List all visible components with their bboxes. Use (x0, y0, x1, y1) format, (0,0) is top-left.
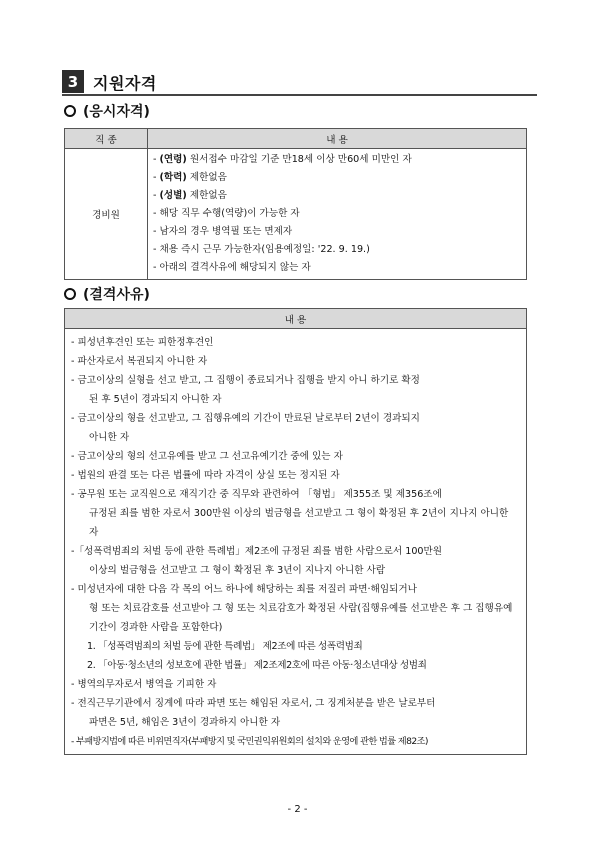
disqualification-list-cell (65, 329, 527, 755)
list-item (71, 675, 520, 694)
list-item-first-line: -「성폭력범죄의 처벌 등에 관한 특례법」제2조에 규정된 죄를 범한 사람으로서 100만원 (71, 546, 443, 557)
list-item-first-line: - 미성년자에 대한 다음 각 목의 어느 하나에 해당하는 죄를 저질러 파면·해임되거나 (71, 584, 417, 595)
disqualification-table (64, 308, 527, 755)
list-item-first-line: - 공무원 또는 교직원으로 재직기간 중 직무와 관련하여 「형법」 제355조 및 제356조에 (71, 489, 442, 500)
qualification-list (148, 151, 526, 277)
list-item (71, 371, 520, 409)
page-number: - 2 - (287, 804, 308, 815)
list-item (148, 259, 526, 277)
table-row (65, 329, 527, 755)
column-header-job: 직 종 (65, 129, 148, 149)
list-item (71, 694, 520, 732)
list-item (71, 732, 520, 751)
list-item-continuation: 아니한 자 (89, 432, 130, 443)
job-title-cell: 경비원 (65, 149, 148, 280)
list-item (148, 187, 526, 205)
list-item (71, 580, 520, 637)
list-item (71, 485, 520, 542)
section-title: 지원자격 (93, 74, 157, 93)
list-item-first-line: - 전직근무기관에서 징계에 따라 파면 또는 해임된 자로서, 그 징계처분을 받은 날로부터 (71, 698, 436, 709)
list-item (148, 205, 526, 223)
section-divider (62, 94, 537, 96)
list-item (148, 223, 526, 241)
list-item (71, 447, 520, 466)
circle-bullet-icon (64, 288, 76, 300)
list-item-first-line: - 법원의 판결 또는 다른 법률에 따라 자격이 상실 또는 정지된 자 (71, 470, 340, 481)
list-item-continuation: 규정된 죄를 범한 자로서 300만원 이상의 벌금형을 선고받고 그 형이 확정된 후 2년이 지나지 아니한 자 (89, 508, 509, 538)
list-item-first-line: - 부패방지법에 따른 비위면직자(부패방지 및 국민권익위원회의 설치와 운영에 관한 법률 제82조) (71, 736, 428, 747)
sub-list-item: 2. 「아동·청소년의 성보호에 관한 법률」 제2조제2호에 따른 아동·청소년대상 성범죄 (87, 660, 427, 671)
circle-bullet-icon (64, 105, 76, 117)
list-item (148, 151, 526, 169)
list-item-first-line: - 금고이상의 실형을 선고 받고, 그 집행이 종료되거나 집행을 받지 아니 하기로 확정 (71, 375, 420, 386)
list-item (71, 542, 520, 580)
exam-qualification-table (64, 128, 527, 280)
list-item-label: (성별) (159, 190, 187, 201)
list-item (71, 466, 520, 485)
section-header (62, 70, 537, 96)
list-item-label: (연령) (159, 154, 187, 165)
list-item-text: 제한없음 (186, 172, 227, 183)
list-item-first-line: - 피성년후견인 또는 피한정후견인 (71, 337, 214, 348)
table-header-row (65, 129, 527, 149)
list-item-dash: - (153, 190, 160, 201)
list-item-first-line: - 금고이상의 형의 선고유예를 받고 그 선고유예기간 중에 있는 자 (71, 451, 343, 462)
list-item-text: 채용 즉시 근무 가능한자(임용예정일: '22. 9. 19.) (159, 244, 370, 255)
list-item-first-line: - 병역의무자로서 병역을 기피한 자 (71, 679, 217, 690)
list-item-text: 해당 직무 수행(역량)이 가능한 자 (159, 208, 300, 219)
sub-list-item: 1. 「성폭력범죄의 처벌 등에 관한 특례법」 제2조에 따른 성폭력범죄 (87, 641, 363, 652)
list-item-continuation: 이상의 벌금형을 선고받고 그 형이 확정된 후 3년이 지나지 아니한 사람 (89, 565, 386, 576)
list-item-dash: - (153, 244, 160, 255)
disqualification-heading: (결격사유) (64, 284, 150, 304)
list-item-continuation: 된 후 5년이 경과되지 아니한 자 (89, 394, 222, 405)
list-item-dash: - (153, 172, 160, 183)
table-header-row (65, 309, 527, 329)
list-item-dash: - (153, 226, 160, 237)
list-item (71, 352, 520, 371)
column-header-content: 내 용 (148, 129, 527, 149)
list-item (148, 241, 526, 259)
column-header-content: 내 용 (65, 309, 527, 329)
list-item-text: 제한없음 (186, 190, 227, 201)
exam-qualification-heading: (응시자격) (64, 101, 150, 121)
list-item-first-line: - 파산자로서 복권되지 아니한 자 (71, 356, 208, 367)
list-item-text: 아래의 결격사유에 해당되지 않는 자 (159, 262, 311, 273)
list-item-dash: - (153, 154, 160, 165)
section-number: 3 (62, 70, 84, 93)
list-item-continuation: 형 또는 치료감호를 선고받아 그 형 또는 치료감호가 확정된 사람(집행유예를 선고받은 후 그 집행유예기간이 경과한 사람을 포함한다) (89, 603, 513, 633)
list-item-first-line: - 금고이상의 형을 선고받고, 그 집행유예의 기간이 만료된 날로부터 2년이 경과되지 (71, 413, 420, 424)
list-item-dash: - (153, 262, 160, 273)
list-item-dash: - (153, 208, 160, 219)
list-item-label: (학력) (159, 172, 187, 183)
list-item (71, 409, 520, 447)
qualification-list-cell (148, 149, 527, 280)
list-item-text: 남자의 경우 병역필 또는 면제자 (159, 226, 293, 237)
disqualification-list (71, 333, 520, 751)
list-item (148, 169, 526, 187)
list-item-text: 원서접수 마감일 기준 만18세 이상 만60세 미만인 자 (186, 154, 412, 165)
list-item (71, 333, 520, 352)
list-item-continuation: 파면은 5년, 해임은 3년이 경과하지 아니한 자 (89, 717, 281, 728)
table-row (65, 149, 527, 280)
